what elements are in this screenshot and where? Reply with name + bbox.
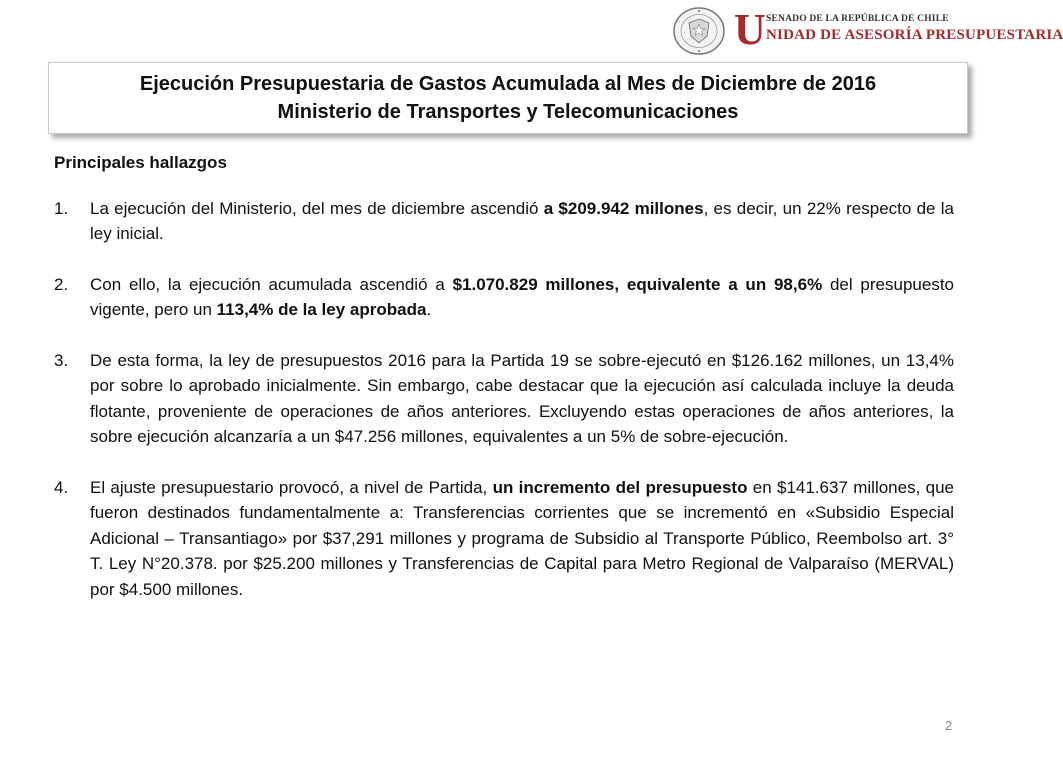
findings-section [54, 150, 954, 602]
item-number: 3. [54, 350, 69, 370]
finding-item-2 [54, 272, 954, 323]
item-text [90, 475, 954, 603]
text-run: en $141.637 millones, que fueron destinados fundamentalmente a: Transferencias corrientes que se incrementó en «Subsidio Especial Adicional – Transantiago» por $37,291 millones y programa de Subsidio al Transporte Público, Reembolso art. 3° T. Ley N°20.378. por $25.200 millones y Transferencias de Capital para Metro Regional de Valparaíso (MERVAL) por $4.500 millones. [90, 477, 954, 599]
bold-run: $1.070.829 millones, equivalente a un 98,6% [452, 274, 823, 294]
finding-item-1 [54, 196, 954, 247]
item-number: 2. [54, 274, 69, 294]
item-text [90, 196, 954, 247]
senado-line: SENADO DE LA REPÚBLICA DE CHILE [766, 14, 949, 24]
text-run: , es decir, un 22% respecto de la ley inicial. [90, 198, 954, 243]
section-heading: Principales hallazgos [54, 153, 227, 172]
item-text [90, 272, 954, 323]
item-number: 1. [54, 198, 69, 218]
text-run: La ejecución del Ministerio, del mes de diciembre ascendió [90, 198, 544, 218]
senate-logo [672, 5, 1063, 56]
item-number: 4. [54, 477, 69, 497]
chile-senate-seal-icon [672, 6, 726, 56]
bold-run: 113,4% de la ley aprobada [216, 300, 427, 319]
title-line-1: Ejecución Presupuestaria de Gastos Acumulada al Mes de Diciembre de 2016 [139, 73, 877, 95]
page-number: 2 [945, 718, 953, 733]
item-text [90, 348, 954, 450]
text-run: El ajuste presupuestario provocó, a nivel de Partida, [90, 477, 493, 497]
finding-item-3 [54, 348, 954, 450]
title-box [48, 62, 968, 134]
bold-run: a $209.942 millones [543, 198, 704, 218]
text-run: De esta forma, la ley de presupuestos 2016 para la Partida 19 se sobre-ejecutó en $126.162 millones, un 13,4% por sobre lo aprobado inicialmente. Sin embargo, cabe destacar que la ejecución así calculada incluye la deuda flotante, proveniente de operaciones de años anteriores. Excluyendo estas operaciones de años anteriores, la sobre ejecución alcanzaría a un $47.256 millones, equivalentes a un 5% de sobre-ejecución. [90, 350, 954, 446]
title-line-2: Ministerio de Transportes y Telecomunicaciones [277, 101, 739, 123]
bold-run: un incremento del presupuesto [492, 477, 748, 497]
finding-item-4 [54, 475, 954, 603]
logo-initial: U [734, 5, 766, 54]
unidad-line: NIDAD DE ASESORÍA PRESUPUESTARIA [766, 27, 1063, 43]
text-run: del presupuesto vigente, pero un [90, 274, 954, 319]
text-run: . [426, 300, 432, 319]
text-run: Con ello, la ejecución acumulada ascendió a [90, 274, 453, 294]
